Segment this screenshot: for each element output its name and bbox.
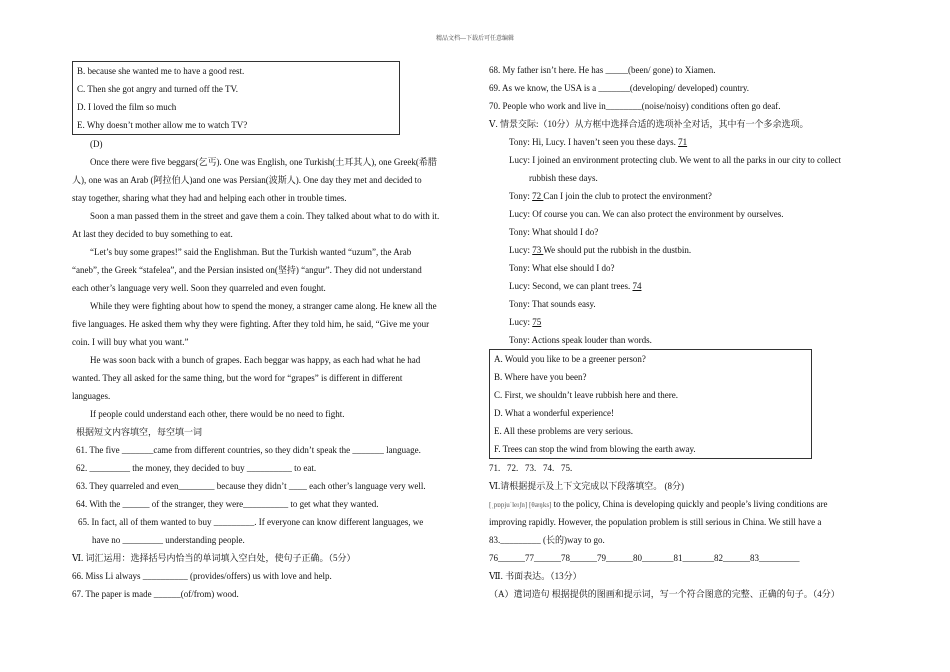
passage (72, 153, 467, 423)
answer-blanks-line: 76______77______78______79______80_______81_______82______83_________ (489, 553, 800, 563)
option-line: D. I loved the film so much (77, 102, 177, 112)
right-column (489, 61, 889, 603)
dialog-line (489, 313, 889, 331)
dialog-text: Tony: That sounds easy. (509, 299, 596, 309)
dialog-text: Tony: (509, 191, 533, 201)
dialog-text: Tony: What should I do? (509, 227, 599, 237)
passage-line: languages. (72, 391, 111, 401)
dialog-line (489, 151, 889, 169)
option-line: D. What a wonderful experience! (494, 408, 615, 418)
dialog-text: Lucy: Second, we can plant trees. (509, 281, 633, 291)
passage-line: He was soon back with a bunch of grapes. Each beggar was happy, as each had what he had (90, 355, 421, 365)
phonetic-hint: [ˌpɒpjuˈleɪʃn] [θæŋks] (489, 501, 552, 509)
option-line: B. because she wanted me to have a good rest. (77, 66, 245, 76)
fill-item: 63. They quarreled and even________ because they didn’t ____ each other’s language very well. (76, 481, 426, 491)
page-header: 精品文档---下载后可任意编辑 (436, 36, 514, 42)
item-69: 69. As we know, the USA is a _______(developing/ developed) country. (489, 83, 750, 93)
fill-item: 61. The five _______came from different countries, so they didn’t speak the _______ language. (76, 445, 421, 455)
option-line: A. Would you like to be a greener person? (494, 354, 646, 364)
dialog-line (489, 295, 889, 313)
dialog-line (489, 133, 889, 151)
passage-line: While they were fighting about how to spend the money, a stranger came along. He knew all the (90, 301, 437, 311)
section-label: (D) (90, 139, 103, 149)
passage-line: coin. I will buy what you want.” (72, 337, 189, 347)
fill-item: 64. With the ______ of the stranger, they were__________ to get what they wanted. (76, 499, 379, 509)
options-box-left (72, 61, 400, 135)
item-68: 68. My father isn’t here. He has _____(been/ gone) to Xiamen. (489, 65, 716, 75)
dialog-line (489, 187, 889, 205)
option-line: E. Why doesn’t mother allow me to watch TV? (77, 120, 248, 130)
fill-item: 62. _________ the money, they decided to buy __________ to eat. (76, 463, 317, 473)
dialog-text: rubbish these days. (529, 173, 598, 183)
option-line: C. First, we shouldn’t leave rubbish here and there. (494, 390, 679, 400)
option-line: E. All these problems are very serious. (494, 426, 633, 436)
passage-line: wanted. They all asked for the same thing, but the word for “grapes” is different in different (72, 373, 403, 383)
item-70: 70. People who work and live in________(noise/noisy) conditions often go deaf. (489, 101, 781, 111)
section6b-title: Ⅵ.请根据提示及上下文完成以下段落填空。 (8分) (489, 481, 685, 491)
phonetic-line (489, 495, 889, 513)
dialog-text: Tony: Actions speak louder than words. (509, 335, 652, 345)
fill-instruction: 根据短文内容填空，每空填一词 (76, 427, 203, 437)
section6-title: Ⅵ. 词汇运用：选择括号内恰当的单词填入空白处，使句子正确。（5分） (72, 553, 356, 563)
dialog-text: Lucy: I joined an environment protecting club. We went to all the parks in our city to collect (509, 155, 842, 165)
passage-line: Soon a man passed them in the street and gave them a coin. They talked about what to do with it. (90, 211, 440, 221)
answer-blank: 73 (532, 245, 544, 255)
passage-line: If people could understand each other, there would be no need to fight. (90, 409, 345, 419)
passage-line: “Let’s buy some grapes!” said the Englishman. But the Turkish wanted “uzum”, the Arab (90, 247, 412, 257)
passage-line: stay together, sharing what they had and helping each other in trouble times. (72, 193, 347, 203)
passage-line: At last they decided to buy something to eat. (72, 229, 233, 239)
options-box-right (489, 349, 812, 459)
dialog-line (489, 277, 889, 295)
passage-line: 人), one was an Arab (阿拉伯人)and one was Persian(波斯人). One day they met and decided to (72, 175, 422, 185)
dialog-text: Lucy: (509, 317, 533, 327)
dialog-line (489, 241, 889, 259)
fill-item: have no _________ understanding people. (92, 535, 245, 545)
dialog-line (489, 331, 889, 349)
passage-line: “aneb”, the Greek “stafelea”, and the Persian insisted on(坚持) “angur”. They did not understand (72, 265, 422, 275)
dialog-line (489, 223, 889, 241)
para-text: to the policy, China is developing quickly and people’s living conditions are (551, 499, 828, 509)
dialog-text: Can I join the club to protect the environment? (543, 191, 712, 201)
dialog-text: Lucy: (509, 245, 533, 255)
section5-title: Ⅴ. 情景交际:（10分）从方框中选择合适的选项补全对话，其中有一个多余选项。 (489, 119, 809, 129)
dialog-line (489, 205, 889, 223)
dialog-text: Tony: Hi, Lucy. I haven’t seen you these days. (509, 137, 679, 147)
option-line: B. Where have you been? (494, 372, 587, 382)
section6-item: 66. Miss Li always __________ (provides/offers) us with love and help. (72, 571, 332, 581)
section7-title: Ⅶ. 书面表达。（13分） (489, 571, 582, 581)
para-line: 83._________ (长的)way to go. (489, 535, 605, 545)
passage-line: five languages. He asked them why they were fighting. After they told him, he said, “Give me your (72, 319, 430, 329)
answer-blank: 71 (678, 137, 688, 147)
answer-blank: 74 (632, 281, 642, 291)
left-column (72, 61, 467, 603)
dialog (489, 133, 889, 349)
dialog-text: Lucy: Of course you can. We can also protect the environment by ourselves. (509, 209, 784, 219)
passage-line: Once there were five beggars(乞丐). One was English, one Turkish(土耳其人), one Greek(希腊 (90, 157, 437, 167)
option-line: F. Trees can stop the wind from blowing the earth away. (494, 444, 696, 454)
dialog-line (489, 259, 889, 277)
para-line: improving rapidly. However, the population problem is still serious in China. We still have a (489, 517, 822, 527)
answer-blank: 72 (532, 191, 544, 201)
answer-line: 71. 72. 73. 74. 75. (489, 463, 573, 473)
section6-item: 67. The paper is made ______(of/from) wood. (72, 589, 239, 599)
fill-item: 65. In fact, all of them wanted to buy _________. If everyone can know different languages, we (78, 517, 424, 527)
dialog-text: We should put the rubbish in the dustbin. (543, 245, 692, 255)
dialog-line (489, 169, 889, 187)
passage-line: each other’s language very well. Soon they quarreled and even fought. (72, 283, 326, 293)
section7-sub: （A）遣词造句 根据提供的图画和提示词，写一个符合图意的完整、正确的句子。（4分） (489, 589, 840, 599)
option-line: C. Then she got angry and turned off the TV. (77, 84, 239, 94)
dialog-text: Tony: What else should I do? (509, 263, 615, 273)
answer-blank: 75 (532, 317, 542, 327)
